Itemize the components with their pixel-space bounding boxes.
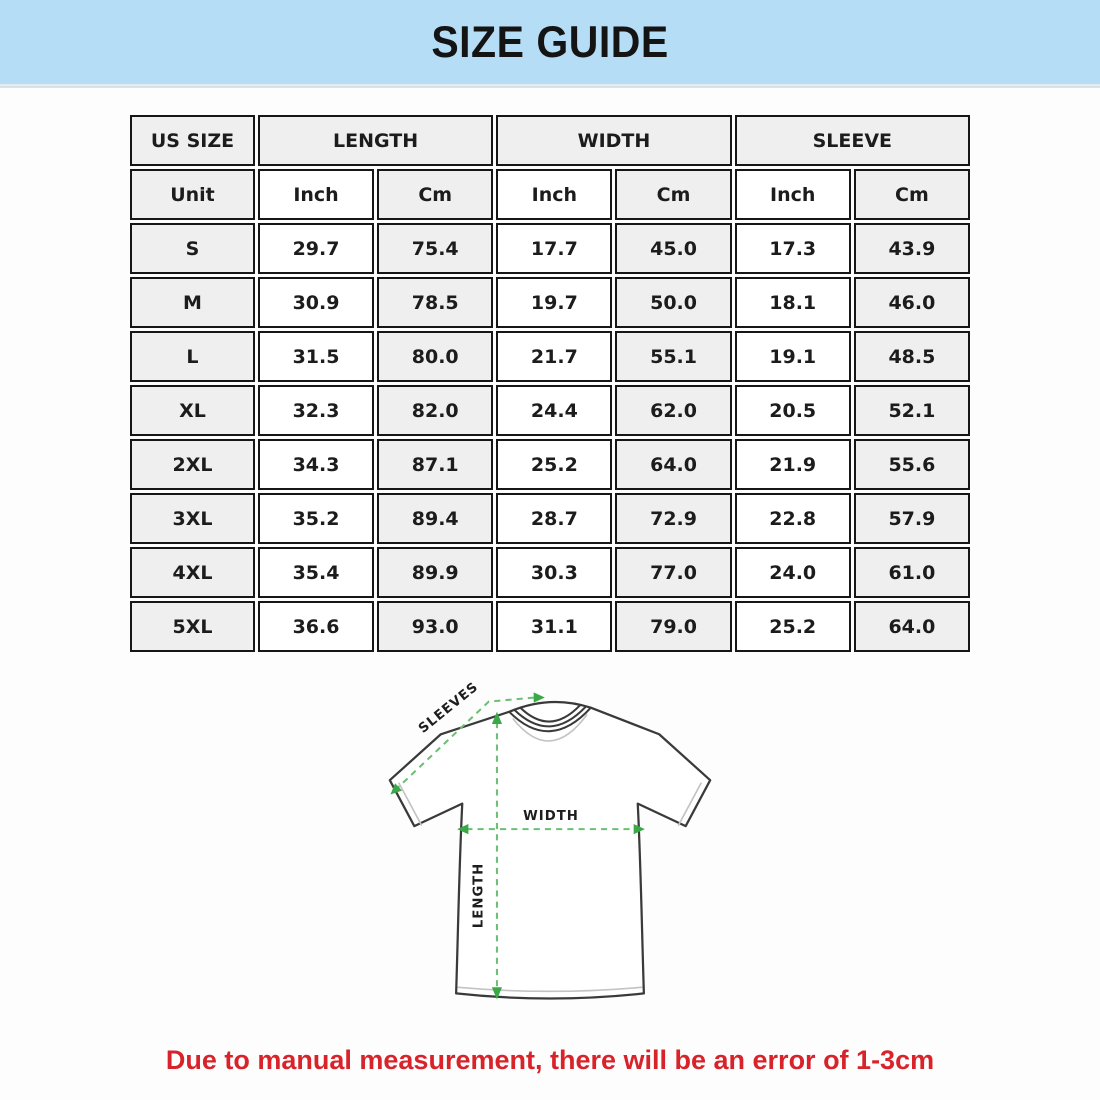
value-cell: 29.7 xyxy=(258,223,374,274)
value-cell: 79.0 xyxy=(615,601,731,652)
value-cell: 89.9 xyxy=(377,547,493,598)
value-cell: 80.0 xyxy=(377,331,493,382)
size-label: 5XL xyxy=(130,601,255,652)
value-cell: 28.7 xyxy=(496,493,612,544)
value-cell: 48.5 xyxy=(854,331,970,382)
value-cell: 22.8 xyxy=(735,493,851,544)
value-cell: 87.1 xyxy=(377,439,493,490)
value-cell: 61.0 xyxy=(854,547,970,598)
value-cell: 31.1 xyxy=(496,601,612,652)
size-label: 3XL xyxy=(130,493,255,544)
table-row-2xl xyxy=(130,439,970,490)
value-cell: 45.0 xyxy=(615,223,731,274)
header-length: LENGTH xyxy=(258,115,493,166)
width-label: WIDTH xyxy=(523,808,579,824)
page-title: SIZE GUIDE xyxy=(431,16,669,67)
table-row-4xl xyxy=(130,547,970,598)
value-cell: 64.0 xyxy=(854,601,970,652)
value-cell: 18.1 xyxy=(735,277,851,328)
value-cell: 30.3 xyxy=(496,547,612,598)
length-cm-header: Cm xyxy=(377,169,493,220)
table-row-3xl xyxy=(130,493,970,544)
value-cell: 17.7 xyxy=(496,223,612,274)
value-cell: 30.9 xyxy=(258,277,374,328)
value-cell: 35.4 xyxy=(258,547,374,598)
value-cell: 62.0 xyxy=(615,385,731,436)
value-cell: 32.3 xyxy=(258,385,374,436)
value-cell: 25.2 xyxy=(496,439,612,490)
value-cell: 24.4 xyxy=(496,385,612,436)
value-cell: 43.9 xyxy=(854,223,970,274)
sleeves-label: SLEEVES xyxy=(416,679,482,737)
value-cell: 20.5 xyxy=(735,385,851,436)
header-width: WIDTH xyxy=(496,115,731,166)
group-header-row xyxy=(130,115,970,166)
size-label: 2XL xyxy=(130,439,255,490)
table-row-l xyxy=(130,331,970,382)
sleeves-arrowhead-right xyxy=(534,692,545,702)
value-cell: 77.0 xyxy=(615,547,731,598)
size-chart-table xyxy=(127,112,973,655)
value-cell: 57.9 xyxy=(854,493,970,544)
measurement-disclaimer: Due to manual measurement, there will be an error of 1-3cm xyxy=(165,1045,935,1075)
table-row-m xyxy=(130,277,970,328)
value-cell: 19.7 xyxy=(496,277,612,328)
unit-label: Unit xyxy=(130,169,255,220)
value-cell: 93.0 xyxy=(377,601,493,652)
header-sleeve: SLEEVE xyxy=(735,115,970,166)
header-us-size: US SIZE xyxy=(130,115,255,166)
value-cell: 50.0 xyxy=(615,277,731,328)
value-cell: 17.3 xyxy=(735,223,851,274)
length-inch-header: Inch xyxy=(258,169,374,220)
value-cell: 82.0 xyxy=(377,385,493,436)
value-cell: 21.9 xyxy=(735,439,851,490)
value-cell: 25.2 xyxy=(735,601,851,652)
value-cell: 19.1 xyxy=(735,331,851,382)
sleeve-cm-header: Cm xyxy=(854,169,970,220)
table-row-5xl xyxy=(130,601,970,652)
value-cell: 72.9 xyxy=(615,493,731,544)
width-inch-header: Inch xyxy=(496,169,612,220)
size-guide-banner xyxy=(0,0,1100,86)
size-label: M xyxy=(130,277,255,328)
value-cell: 31.5 xyxy=(258,331,374,382)
value-cell: 21.7 xyxy=(496,331,612,382)
value-cell: 55.6 xyxy=(854,439,970,490)
value-cell: 35.2 xyxy=(258,493,374,544)
value-cell: 24.0 xyxy=(735,547,851,598)
unit-header-row xyxy=(130,169,970,220)
width-cm-header: Cm xyxy=(615,169,731,220)
value-cell: 52.1 xyxy=(854,385,970,436)
size-label: S xyxy=(130,223,255,274)
tshirt-outline xyxy=(390,702,710,999)
value-cell: 36.6 xyxy=(258,601,374,652)
tshirt-measurement-diagram xyxy=(359,671,741,1023)
value-cell: 34.3 xyxy=(258,439,374,490)
value-cell: 46.0 xyxy=(854,277,970,328)
value-cell: 75.4 xyxy=(377,223,493,274)
size-label: 4XL xyxy=(130,547,255,598)
value-cell: 89.4 xyxy=(377,493,493,544)
value-cell: 55.1 xyxy=(615,331,731,382)
table-row-xl xyxy=(130,385,970,436)
value-cell: 78.5 xyxy=(377,277,493,328)
length-label: LENGTH xyxy=(471,862,487,929)
size-label: L xyxy=(130,331,255,382)
sleeve-inch-header: Inch xyxy=(735,169,851,220)
size-label: XL xyxy=(130,385,255,436)
table-row-s xyxy=(130,223,970,274)
value-cell: 64.0 xyxy=(615,439,731,490)
